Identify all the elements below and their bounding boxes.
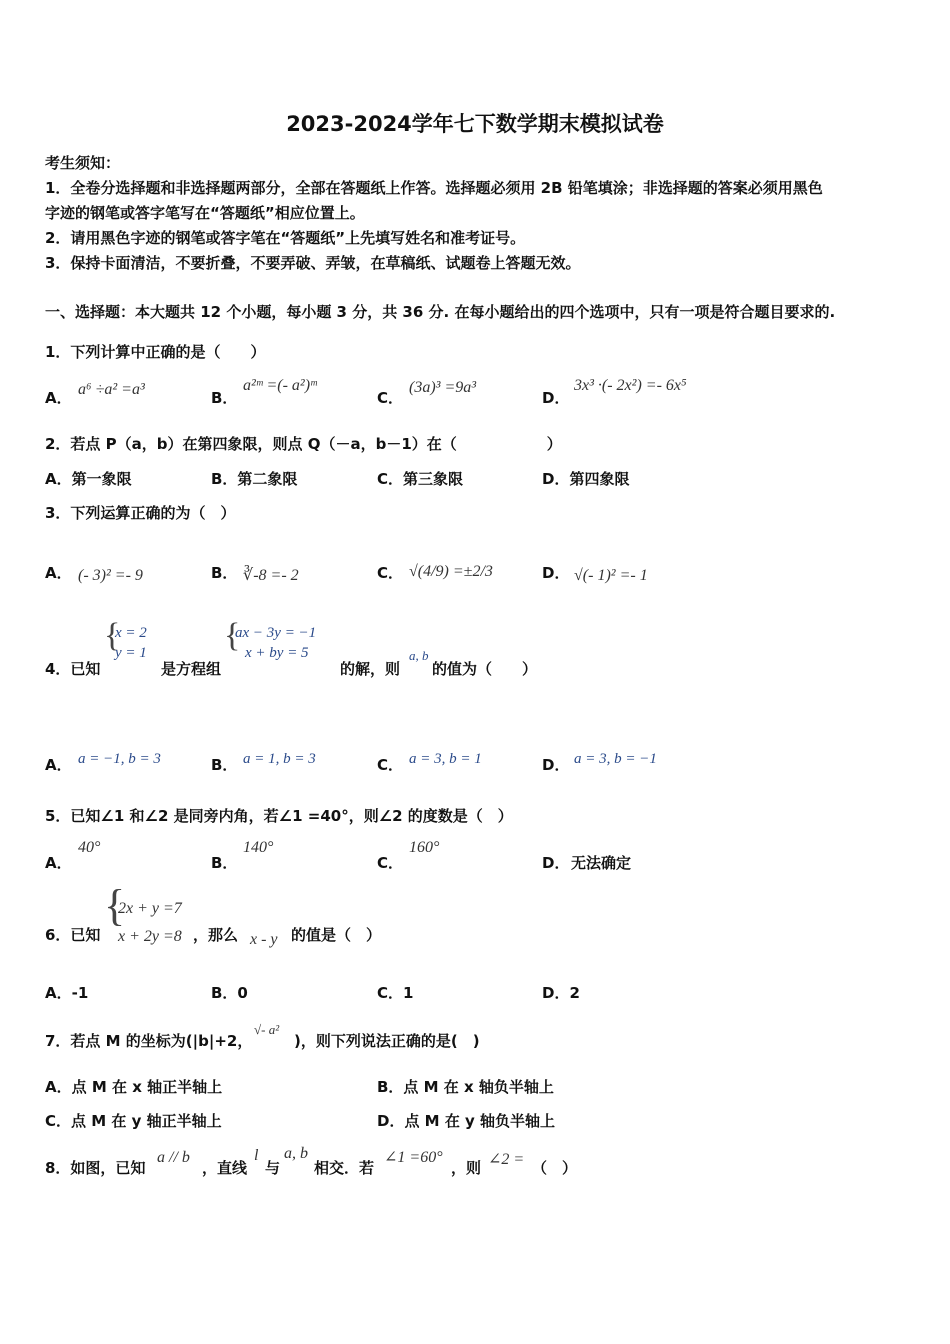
- q5-option-a: 40°: [78, 839, 101, 856]
- q4-sys1-eq1: x = 2: [115, 625, 147, 641]
- q6-option-a: A．-1: [45, 984, 89, 1002]
- q6-option-d: D．2: [542, 984, 580, 1002]
- q5-label-a: A．: [45, 854, 72, 872]
- q4-ab: a, b: [409, 648, 429, 663]
- q3-option-b: ∛-8 =- 2: [243, 567, 299, 584]
- notice-item-1: 1．全卷分选择题和非选择题两部分，全部在答题纸上作答。选择题必须用 2B 铅笔填涂；非选择题的答案必须用黑色: [45, 179, 823, 197]
- q4-option-c: a = 3, b = 1: [409, 751, 482, 767]
- q8-line-l: l: [254, 1147, 259, 1164]
- q1-label-d: D．: [542, 389, 570, 407]
- question-1-stem: 1．下列计算中正确的是（ ）: [45, 343, 266, 361]
- q3-label-c: C．: [377, 564, 404, 582]
- question-8-stem-d: 相交．若: [314, 1159, 375, 1177]
- question-4-stem-a: 4．已知: [45, 660, 101, 678]
- q7-option-d: D．点 M 在 y 轴负半轴上: [377, 1112, 556, 1130]
- q1-option-b: a²ᵐ =(- a²)ᵐ: [243, 377, 317, 394]
- q6-sys-eq2: x + 2y =8: [118, 928, 182, 945]
- q6-option-b: B．0: [211, 984, 248, 1002]
- q7-option-a: A．点 M 在 x 轴正半轴上: [45, 1078, 223, 1096]
- q4-label-d: D．: [542, 756, 570, 774]
- question-8-stem-e: ，则: [451, 1159, 482, 1177]
- q4-brace-2: {: [224, 617, 241, 654]
- question-4-stem-c: 的解，则: [340, 660, 401, 678]
- q6-brace: {: [104, 881, 126, 930]
- notice-item-3: 3．保持卡面清洁，不要折叠，不要弄破、弄皱，在草稿纸、试题卷上答题无效。: [45, 254, 581, 272]
- q4-label-a: A．: [45, 756, 72, 774]
- q4-option-a: a = −1, b = 3: [78, 751, 161, 767]
- q6-expr: x - y: [250, 931, 278, 948]
- q8-angle2: ∠2 =: [488, 1151, 525, 1168]
- q1-option-d: 3x³ ·(- 2x²) =- 6x⁵: [574, 377, 687, 394]
- question-8-stem-c: 与: [265, 1159, 281, 1177]
- q4-label-b: B．: [211, 756, 238, 774]
- page-title: 2023-2024学年七下数学期末模拟试卷: [286, 112, 664, 136]
- q4-sys2-eq1: ax − 3y = −1: [235, 625, 317, 641]
- q6-option-c: C．1: [377, 984, 414, 1002]
- q4-option-b: a = 1, b = 3: [243, 751, 316, 767]
- q5-option-c: 160°: [409, 839, 440, 856]
- q3-option-c: √(4/9) =±2/3: [409, 563, 493, 580]
- q1-label-c: C．: [377, 389, 404, 407]
- question-8-stem-f: （ ）: [532, 1159, 578, 1177]
- question-4-stem-d: 的值为（ ）: [432, 660, 538, 678]
- q3-label-a: A．: [45, 564, 72, 582]
- section-heading: 一、选择题：本大题共 12 个小题，每小题 3 分，共 36 分. 在每小题给出的四个选项中，只有一项是符合题目要求的.: [45, 303, 836, 321]
- q1-option-a: a⁶ ÷a² =a³: [78, 381, 145, 398]
- question-7-stem-a: 7．若点 M 的坐标为(|b|+2，: [45, 1032, 253, 1050]
- question-6-stem-b: ，那么: [193, 926, 239, 944]
- q7-option-b: B．点 M 在 x 轴负半轴上: [377, 1078, 554, 1096]
- q8-parallel: a // b: [157, 1149, 190, 1166]
- q2-option-b: B．第二象限: [211, 470, 298, 488]
- q7-expr: √- a²: [254, 1022, 280, 1037]
- q2-option-a: A．第一象限: [45, 470, 132, 488]
- q2-option-d: D．第四象限: [542, 470, 630, 488]
- q1-option-c: (3a)³ =9a³: [409, 379, 477, 396]
- question-6-stem-a: 6．已知: [45, 926, 101, 944]
- question-8-stem-b: ，直线: [202, 1159, 248, 1177]
- question-7-stem-b: )，则下列说法正确的是( ): [294, 1032, 480, 1050]
- question-5-stem: 5．已知∠1 和∠2 是同旁内角，若∠1 =40°，则∠2 的度数是（ ）: [45, 807, 513, 825]
- q6-sys-eq1: 2x + y =7: [118, 900, 182, 917]
- q5-option-d: 无法确定: [571, 854, 632, 872]
- q5-option-b: 140°: [243, 839, 274, 856]
- q5-label-b: B．: [211, 854, 238, 872]
- q4-sys2-eq2: x + by = 5: [245, 645, 309, 661]
- question-3-stem: 3．下列运算正确的为（ ）: [45, 504, 236, 522]
- q5-label-c: C．: [377, 854, 404, 872]
- q4-brace-1: {: [104, 617, 121, 654]
- notice-item-1-cont: 字迹的钢笔或答字笔写在“答题纸”相应位置上。: [45, 204, 365, 222]
- q3-option-d: √(- 1)² =- 1: [574, 567, 648, 584]
- q8-angle1: ∠1 =60°: [384, 1149, 443, 1166]
- q1-label-a: A．: [45, 389, 72, 407]
- question-2-stem: 2．若点 P（a，b）在第四象限，则点 Q（－a，b－1）在（ ）: [45, 435, 562, 453]
- question-6-stem-c: 的值是（ ）: [291, 926, 382, 944]
- question-8-stem-a: 8．如图，已知: [45, 1159, 146, 1177]
- q3-label-b: B．: [211, 564, 238, 582]
- q2-option-c: C．第三象限: [377, 470, 464, 488]
- notice-item-2: 2．请用黑色字迹的钢笔或答字笔在“答题纸”上先填写姓名和准考证号。: [45, 229, 526, 247]
- q8-ab: a, b: [284, 1145, 308, 1162]
- question-4-stem-b: 是方程组: [161, 660, 222, 678]
- q4-option-d: a = 3, b = −1: [574, 751, 657, 767]
- notice-heading: 考生须知：: [45, 154, 121, 172]
- q3-label-d: D．: [542, 564, 570, 582]
- q7-option-c: C．点 M 在 y 轴正半轴上: [45, 1112, 222, 1130]
- q3-option-a: (- 3)² =- 9: [78, 567, 143, 584]
- q1-label-b: B．: [211, 389, 238, 407]
- q5-label-d: D．: [542, 854, 570, 872]
- q4-label-c: C．: [377, 756, 404, 774]
- q4-sys1-eq2: y = 1: [115, 645, 147, 661]
